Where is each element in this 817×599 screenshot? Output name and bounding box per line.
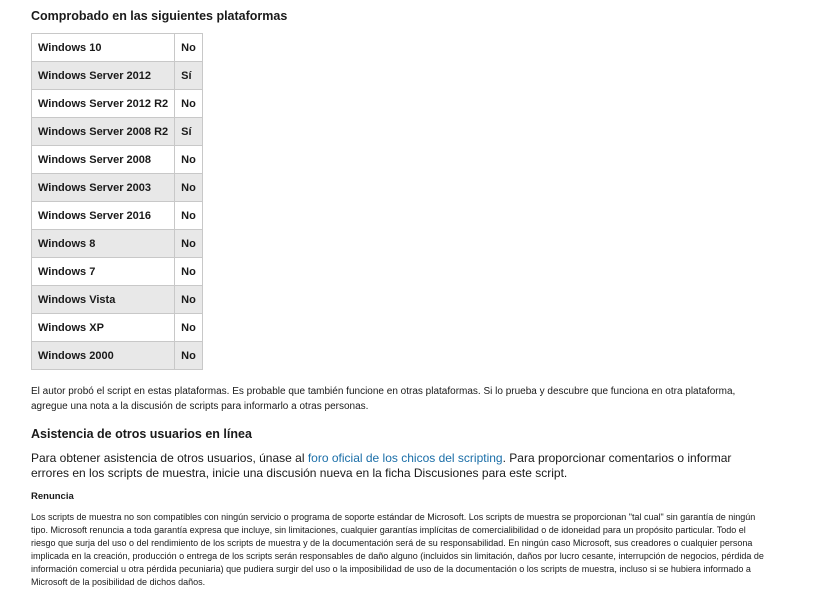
platforms-note: El autor probó el script en estas plataformas. Es probable que también funcione en otras plataformas. Si lo prueba y descubre que funciona en otra plataforma, agregue una nota a la discusión de scripts para informarlo a otras personas. xyxy=(31,386,736,412)
platform-name: Windows 8 xyxy=(32,230,175,258)
community-text xyxy=(31,451,751,481)
platform-status: No xyxy=(175,202,203,230)
platform-status: No xyxy=(175,314,203,342)
platform-row xyxy=(32,314,203,342)
community-text-before: Para obtener asistencia de otros usuarios, únase al xyxy=(31,451,308,465)
platform-row xyxy=(32,286,203,314)
platform-name: Windows XP xyxy=(32,314,175,342)
platforms-table xyxy=(31,33,203,370)
platform-name: Windows Server 2012 R2 xyxy=(32,90,175,118)
platform-name: Windows Vista xyxy=(32,286,175,314)
forum-link[interactable]: foro oficial de los chicos del scripting xyxy=(307,451,503,465)
platform-status: No xyxy=(175,230,203,258)
platform-name: Windows Server 2016 xyxy=(32,202,175,230)
platform-status: No xyxy=(175,286,203,314)
platform-row xyxy=(32,146,203,174)
platform-row xyxy=(32,118,203,146)
platform-row xyxy=(32,90,203,118)
platform-status: No xyxy=(175,258,203,286)
platform-name: Windows Server 2008 xyxy=(32,146,175,174)
platform-row xyxy=(32,174,203,202)
platform-status: Sí xyxy=(175,118,203,146)
platform-status: No xyxy=(175,174,203,202)
platforms-heading: Comprobado en las siguientes plataformas xyxy=(31,9,288,23)
platform-name: Windows 10 xyxy=(32,34,175,62)
platform-name: Windows 7 xyxy=(32,258,175,286)
platform-name: Windows Server 2008 R2 xyxy=(32,118,175,146)
platform-name: Windows Server 2003 xyxy=(32,174,175,202)
platform-row xyxy=(32,342,203,370)
platform-row xyxy=(32,34,203,62)
platform-status: No xyxy=(175,90,203,118)
platform-name: Windows 2000 xyxy=(32,342,175,370)
platform-row xyxy=(32,230,203,258)
platform-status: No xyxy=(175,34,203,62)
disclaimer-text: Los scripts de muestra no son compatibles con ningún servicio o programa de soporte estándar de Microsoft. Los scripts de muestra se proporcionan "tal cual" sin garantía de ningún tipo. Microsoft renuncia a toda garantía expresa que incluye, sin limitaciones, cualquier garantías implícitas de comercialibilidad o de idoneidad para un propósito particular. Todo el riesgo que surja del uso o del rendimiento de los scripts de muestra y de la documentación será de su responsabilidad. En ningún caso Microsoft, sus creadores o cualquier persona implicada en la creación, producción o entrega de los scripts serán responsables de daño alguno (incluidos sin limitación, daños por lucro cesante, interrupción de negocios, pérdida de información comercial u otra pérdida pecuniaria) que pudiera surgir del uso o la imposibilidad de uso de la documentación o los scripts de muestra, incluso si se hubiera informado a Microsoft de la posibilidad de dichos daños. xyxy=(31,512,764,587)
platform-status: No xyxy=(175,342,203,370)
platform-row xyxy=(32,62,203,90)
platform-status: No xyxy=(175,146,203,174)
community-text-after: . Para proporcionar comentarios o informar errores en los scripts de muestra, inicie una discusión nueva en la ficha Discusiones para este script. xyxy=(31,451,732,480)
community-heading: Asistencia de otros usuarios en línea xyxy=(31,427,252,441)
platform-row xyxy=(32,202,203,230)
platform-status: Sí xyxy=(175,62,203,90)
platform-row xyxy=(32,258,203,286)
disclaimer-heading: Renuncia xyxy=(31,491,74,502)
platform-name: Windows Server 2012 xyxy=(32,62,175,90)
